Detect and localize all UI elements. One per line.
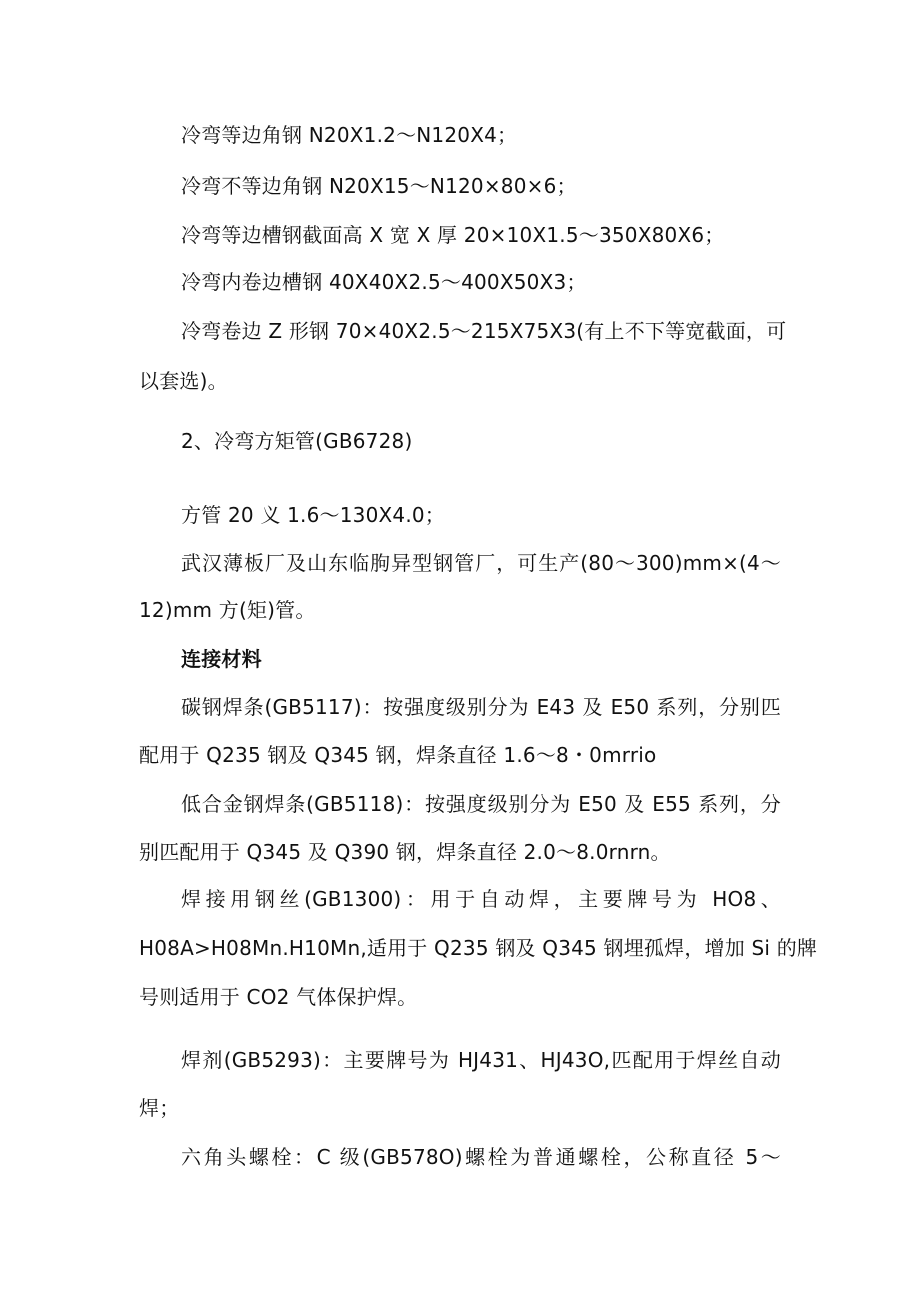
- text-line-4: 冷弯内卷边槽钢 40X40X2.5～400X50X3；: [181, 270, 587, 294]
- text-line-21: 六角头螺栓：C 级(GB578O)螺栓为普通螺栓，公称直径 5～: [181, 1145, 781, 1169]
- text-line-6: 以套选)。: [139, 369, 228, 393]
- text-line-9: 武汉薄板厂及山东临朐异型钢管厂，可生产(80～300)mm×(4～: [181, 551, 781, 575]
- text-line-15: 别匹配用于 Q345 及 Q390 钢，焊条直径 2.0～8.0rnrn。: [139, 840, 671, 864]
- text-line-14: 低合金钢焊条(GB5118)：按强度级别分为 E50 及 E55 系列，分: [181, 792, 781, 816]
- text-line-19: 焊剂(GB5293)：主要牌号为 HJ431、HJ43O,匹配用于焊丝自动: [181, 1048, 781, 1072]
- text-line-17: H08A>H08Mn.H10Mn,适用于 Q235 钢及 Q345 钢埋孤焊，增加 Si 的牌: [139, 936, 818, 960]
- text-line-2: 冷弯不等边角钢 N20X15～N120×80×6；: [181, 174, 577, 198]
- text-line-16: 焊接用钢丝(GB1300)：用于自动焊，主要牌号为 HO8、: [181, 887, 781, 911]
- text-line-5: 冷弯卷边 Z 形钢 70×40X2.5～215X75X3(有上不下等宽截面，可: [181, 319, 787, 343]
- text-line-10: 12)mm 方(矩)管。: [139, 598, 316, 622]
- text-line-1: 冷弯等边角钢 N20X1.2～N120X4；: [181, 123, 518, 147]
- subsection-heading: 连接材料: [181, 647, 262, 671]
- text-line-13: 配用于 Q235 钢及 Q345 钢，焊条直径 1.6～8・0mrrio: [139, 743, 657, 767]
- text-line-20: 焊；: [139, 1096, 180, 1120]
- text-line-3: 冷弯等边槽钢截面高 X 宽 X 厚 20×10X1.5～350X80X6；: [181, 223, 725, 247]
- text-line-18: 号则适用于 CO2 气体保护焊。: [139, 985, 418, 1009]
- text-line-12: 碳钢焊条(GB5117)：按强度级别分为 E43 及 E50 系列，分别匹: [181, 695, 781, 719]
- section-heading: 2、冷弯方矩管(GB6728): [181, 429, 413, 453]
- text-line-8: 方管 20 义 1.6～130X4.0；: [181, 503, 446, 527]
